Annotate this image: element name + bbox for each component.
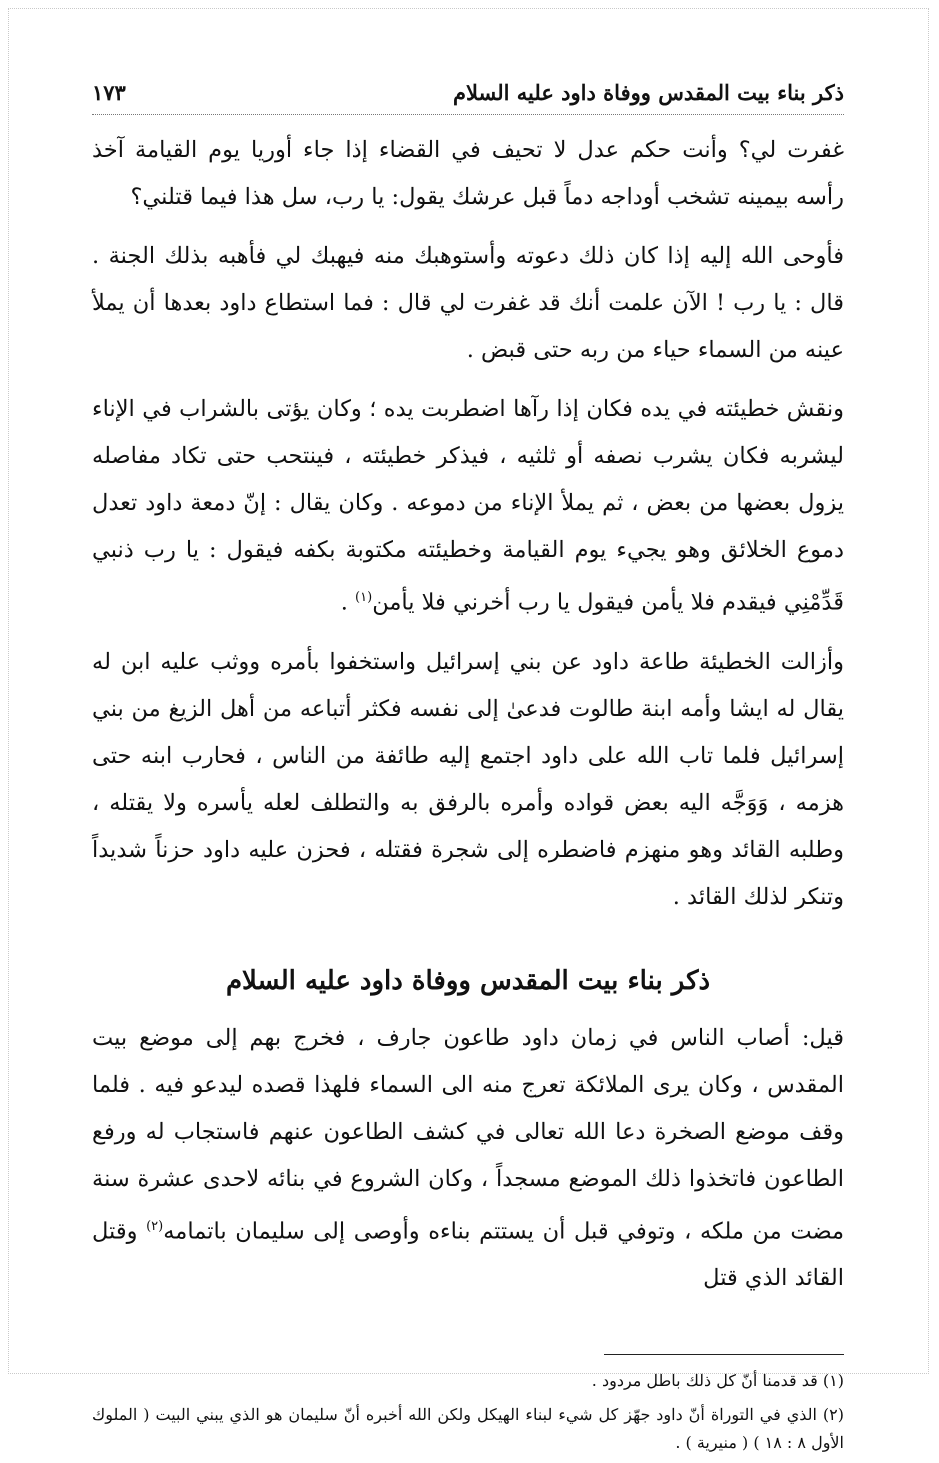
footnote-ref-1: (١) [355, 590, 373, 605]
section-paragraph [92, 1015, 844, 1303]
footnote-1: (١) قد قدمنا أنّ كل ذلك باطل مردود . [591, 1371, 844, 1390]
footnote-divider [604, 1354, 844, 1355]
paragraph-4: وأزالت الخطيئة طاعة داود عن بني إسرائيل واستخفوا بأمره ووثب عليه ابن له يقال له ايشا وأمه ابنة طالوت فدعىٰ إلى نفسه فكثر أتباعه من أهل الزيغ من بني إسرائيل فلما تاب الله على داود اجتمع إليه طائفة من الناس ، فحارب ابنه حتى هزمه ، وَوَجَّه اليه بعض قواده وأمره بالرفق به والتطلف لعله يأسره ولا يقتله ، وطلبه القائد وهو منهزم فاضطره إلى شجرة فقتله ، فحزن عليه داود حزناً شديداً وتنكر لذلك القائد . [92, 648, 844, 910]
section-paragraph-text: قيل: أصاب الناس في زمان داود طاعون جارف ، فخرج بهم إلى موضع بيت المقدس ، وكان يرى الملائكة تعرج منه الى السماء فلهذا قصده ليدعو فيه . فلما وقف موضع الصخرة دعا الله تعالى في كشف الطاعون عنهم فاستجاب له ورفع الطاعون فاتخذوا ذلك الموضع مسجداً ، وكان الشروع في بنائه لاحدى عشرة سنة مضت من ملكه ، وتوفي قبل أن يستتم بناءه وأوصى إلى سليمان باتمامه [92, 1024, 845, 1244]
section-title: ذكر بناء بيت المقدس ووفاة داود عليه السلام [225, 965, 711, 996]
footnote-2: (٢) الذي في التوراة أنّ داود جهّز كل شيء لبناء الهيكل ولكن الله أخبره أنّ سليمان هو الذي يبني البيت ( الملوك الأول ٨ : ١٨ ) ( منيرية ) . [92, 1405, 844, 1452]
running-head-title: ذكر بناء بيت المقدس ووفاة داود عليه السلام [452, 80, 844, 105]
paragraph-1: غفرت لي؟ وأنت حكم عدل لا تحيف في القضاء إذا جاء أوريا يوم القيامة آخذ رأسه بيمينه تشخب أوداجه دماً قبل عرشك يقول: يا رب، سل هذا فيما قتلني؟ [92, 137, 844, 210]
paragraph-3-text: ونقش خطيئته في يده فكان إذا رآها اضطربت يده ؛ وكان يؤتى بالشراب في الإناء ليشربه فكان يشرب نصفه أو ثلثيه ، فيذكر خطيئته ، فينتحب حتى تكاد مفاصله يزول بعضها من بعض ، ثم يملأ الإناء من دموعه . وكان يقال : إنّ دمعة داود تعدل دموع الخلائق وهو يجيء يوم القيامة وخطيئته مكتوبة بكفه فيقول : يا رب ذنبي قَدِّمْنِي فيقدم فلا يأمن فيقول يا رب أخرني فلا يأمن [92, 396, 844, 616]
section-paragraph-end: وقتل القائد الذي قتل [92, 1218, 844, 1291]
page-content [92, 70, 844, 1463]
paragraph-3 [92, 386, 844, 627]
paragraph-2: فأوحى الله إليه إذا كان ذلك دعوته وأستوهبك منه فيهبك لي فأهبه بذلك الجنة . قال : يا رب ! الآن علمت أنك قد غفرت لي قال : فما استطاع داود بعدها أن يملأ عينه من السماء حياء من ربه حتى قبض . [92, 243, 844, 363]
footnote-ref-2: (٢) [146, 1218, 164, 1234]
page-number: ١٧٣ [92, 80, 126, 105]
running-head [92, 70, 844, 115]
paragraph-3-end: . [340, 589, 356, 616]
